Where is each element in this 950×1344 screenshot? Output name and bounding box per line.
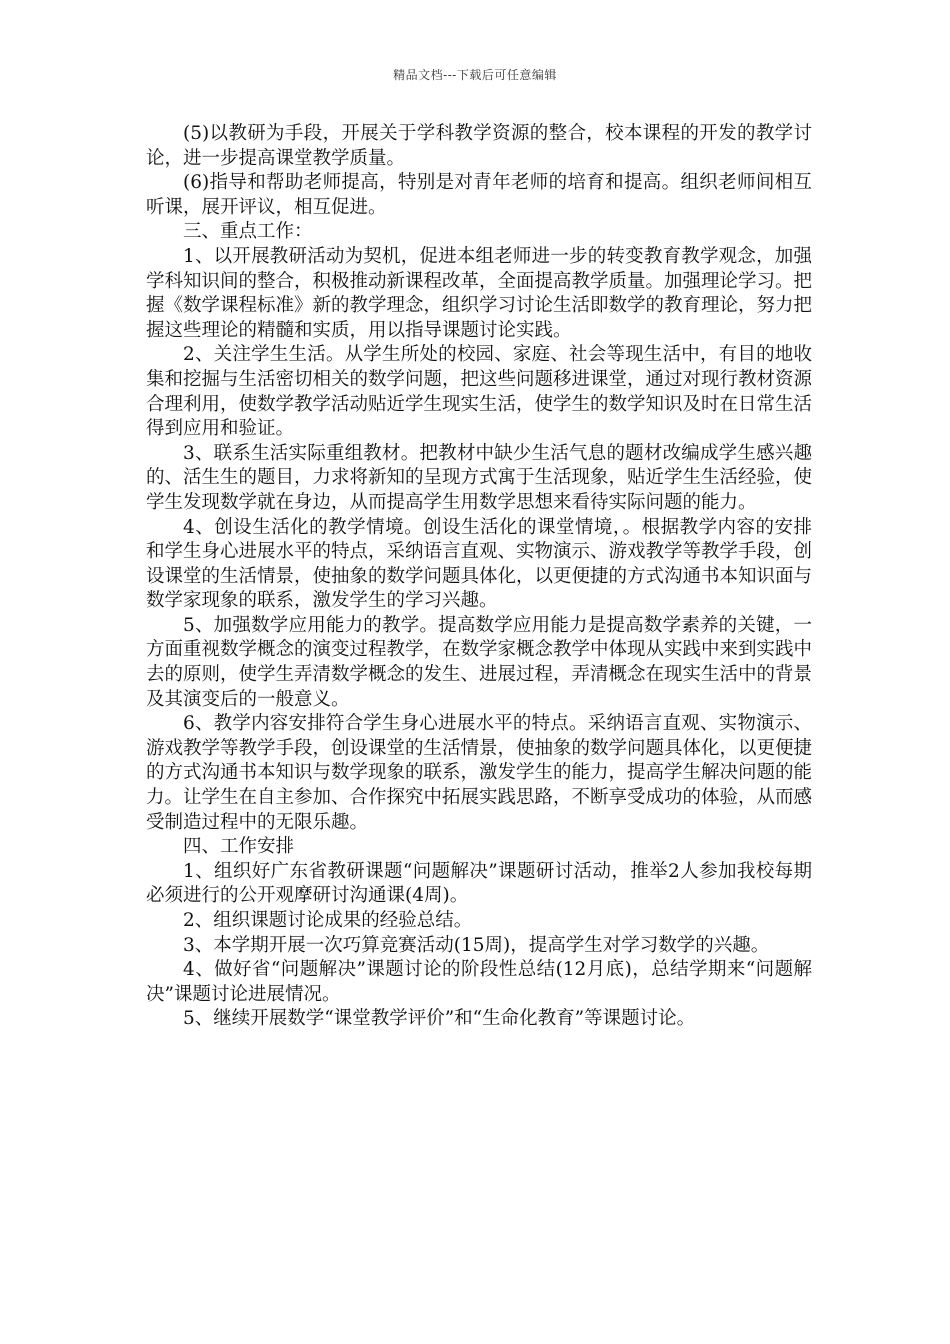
page-header: 精品文档---下载后可任意编辑 [393,68,557,82]
section-heading-work-plan: 四、工作安排 [183,836,295,858]
paragraph-work-plan-3: 3、本学期开展一次巧算竞赛活动(15周)，提高学生对学习数学的兴趣。 [183,934,770,956]
paragraph-item-6: (6)指导和帮助老师提高，特别是对青年老师的培育和提高。组织老师间相互听课，展开评议，相互促进。 [146,172,812,218]
paragraph-key-work-5: 5、加强数学应用能力的教学。提高数学应用能力是提高数学素养的关键，一方面重视数学概念的演变过程教学，在数学家概念教学中体现从实践中来到实践中去的原则，使学生弄清数学概念的发生、进展过程，弄清概念在现实生活中的背景及其演变后的一般意义。 [146,614,813,710]
section-heading-key-work: 三、重点工作： [183,221,313,243]
paragraph-key-work-1: 1、以开展教研活动为契机，促进本组老师进一步的转变教育教学观念，加强学科知识间的整合，积极推动新课程改革，全面提高教学质量。加强理论学习。把握《数学课程标准》新的教学理念，组织学习讨论生活即数学的教育理论，努力把握这些理论的精髓和实质，用以指导课题讨论实践。 [146,245,813,341]
paragraph-key-work-6: 6、教学内容安排符合学生身心进展水平的特点。采纳语言直观、实物演示、游戏教学等教学手段，创设课堂的生活情景，使抽象的数学问题具体化，以更便捷的方式沟通书本知识与数学现象的联系，激发学生的能力，提高学生解决问题的能力。让学生在自主参加、合作探究中拓展实践思路，不断享受成功的体验，从而感受制造过程中的无限乐趣。 [146,713,813,833]
paragraph-work-plan-1: 1、组织好广东省教研课题“问题解决”课题研讨活动，推举2人参加我校每期必须进行的公开观摩研讨沟通课(4周)。 [146,860,812,907]
paragraph-item-5: (5)以教研为手段，开展关于学科教学资源的整合，校本课程的开发的教学讨论，进一步提高课堂教学质量。 [146,123,812,169]
paragraph-work-plan-2: 2、组织课题讨论成果的经验总结。 [183,910,473,931]
paragraph-work-plan-5: 5、继续开展数学“课堂教学评价”和“生命化教育”等课题讨论。 [183,1008,696,1030]
paragraph-key-work-4: 4、创设生活化的教学情境。创设生活化的课堂情境，。根据教学内容的安排和学生身心进展水平的特点，采纳语言直观、实物演示、游戏教学等教学手段，创设课堂的生活情景，使抽象的数学问题具体化，以更便捷的方式沟通书本知识面与数学家现象的联系，激发学生的学习兴趣。 [146,516,813,612]
document-body [146,122,812,1032]
paragraph-work-plan-4: 4、做好省“问题解决”课题讨论的阶段性总结(12月底)，总结学期来“问题解决”课题讨论进展情况。 [146,959,812,1005]
paragraph-key-work-3: 3、联系生活实际重组教材。把教材中缺少生活气息的题材改编成学生感兴趣的、活生生的题目，力求将新知的呈现方式寓于生活现象，贴近学生生活经验，使学生发现数学就在身边，从而提高学生用数学思想来看待实际问题的能力。 [146,442,813,513]
paragraph-key-work-2: 2、关注学生生活。从学生所处的校园、家庭、社会等现生活中，有目的地收集和挖掘与生活密切相关的数学问题，把这些问题移进课堂，通过对现行教材资源合理利用，使数学教学活动贴近学生现实生活，使学生的数学知识及时在日常生活得到应用和验证。 [146,344,813,440]
